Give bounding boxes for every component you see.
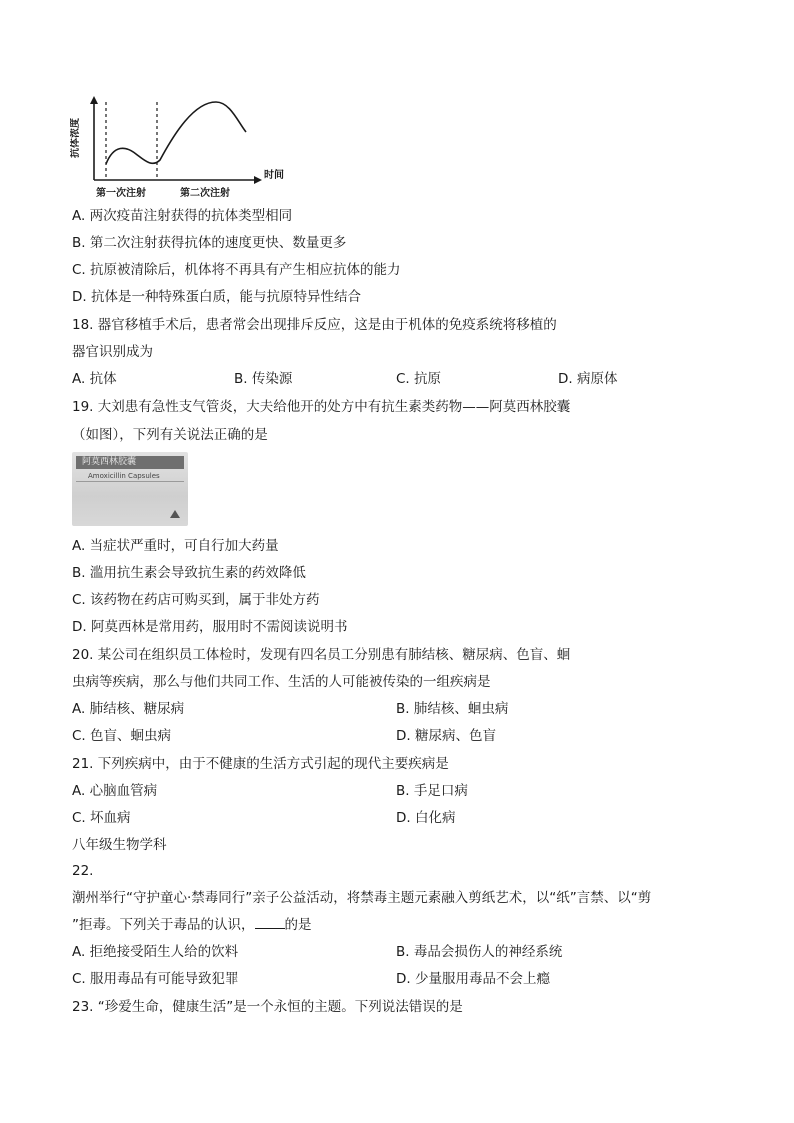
q22-stem-line2-a: ”拒毒。下列关于毒品的认识， (72, 917, 255, 933)
q17-option-a: A. 两次疫苗注射获得的抗体类型相同 (72, 208, 293, 224)
q19-option-d: D. 阿莫西林是常用药，服用时不需阅读说明书 (72, 619, 348, 635)
q17-option-c: C. 抗原被清除后，机体将不再具有产生相应抗体的能力 (72, 262, 401, 278)
q22-number: 22. (72, 863, 94, 879)
y-axis-label: 抗体浓度 (70, 118, 81, 158)
second-injection-label: 第二次注射 (180, 188, 230, 199)
q18-stem-line2: 器官识别成为 (72, 344, 153, 360)
x-axis-arrow (254, 176, 262, 184)
section-label: 八年级生物学科 (72, 837, 167, 853)
q18-option-a: A. 抗体 (72, 371, 117, 387)
q19-option-c: C. 该药物在药店可购买到，属于非处方药 (72, 592, 320, 608)
q18-option-c: C. 抗原 (396, 371, 442, 387)
q21-option-a: A. 心脑血管病 (72, 783, 158, 799)
answer-blank (255, 916, 285, 929)
q21-option-d: D. 白化病 (396, 810, 456, 826)
brand-logo-icon (170, 510, 180, 518)
q22-stem-line1: 潮州举行“守护童心·禁毒同行”亲子公益活动，将禁毒主题元素融入剪纸艺术，以“纸”言禁、以“剪 (72, 890, 652, 906)
q20-option-b: B. 肺结核、蛔虫病 (396, 701, 509, 717)
q22-option-d: D. 少量服用毒品不会上瘾 (396, 971, 550, 987)
q20-option-d: D. 糖尿病、色盲 (396, 728, 496, 744)
antibody-curve-figure (70, 94, 290, 204)
q17-option-b: B. 第二次注射获得抗体的速度更快、数量更多 (72, 235, 347, 251)
q20-option-a: A. 肺结核、糖尿病 (72, 701, 185, 717)
q21-stem: 21. 下列疾病中，由于不健康的生活方式引起的现代主要疾病是 (72, 756, 449, 772)
q22-stem-line2-b: 的是 (284, 917, 312, 933)
q18-option-d: D. 病原体 (558, 371, 618, 387)
first-injection-label: 第一次注射 (96, 188, 146, 199)
q20-stem-line1: 20. 某公司在组织员工体检时，发现有四名员工分别患有肺结核、糖尿病、色盲、蛔 (72, 647, 571, 663)
q21-option-c: C. 坏血病 (72, 810, 131, 826)
q19-stem-line2: （如图），下列有关说法正确的是 (72, 427, 268, 443)
q20-option-c: C. 色盲、蛔虫病 (72, 728, 172, 744)
q23-stem: 23. “珍爱生命，健康生活”是一个永恒的主题。下列说法错误的是 (72, 999, 463, 1015)
package-en-label: Amoxicillin Capsules (88, 472, 160, 480)
q18-stem-line1: 18. 器官移植手术后，患者常会出现排斥反应，这是由于机体的免疫系统将移植的 (72, 317, 557, 333)
q22-option-a: A. 拒绝接受陌生人给的饮料 (72, 944, 239, 960)
q19-option-b: B. 滥用抗生素会导致抗生素的药效降低 (72, 565, 306, 581)
amoxicillin-package-image (72, 452, 188, 526)
q18-option-b: B. 传染源 (234, 371, 293, 387)
q22-option-c: C. 服用毒品有可能导致犯罪 (72, 971, 239, 987)
x-axis-label: 时间 (264, 170, 284, 181)
q19-stem-line1: 19. 大刘患有急性支气管炎，大夫给他开的处方中有抗生素类药物——阿莫西林胶囊 (72, 399, 571, 415)
package-sub (76, 471, 184, 482)
q22-stem-line2 (72, 916, 312, 934)
package-cn-label: 阿莫西林胶囊 (82, 457, 137, 467)
package-band (76, 456, 184, 469)
q22-option-b: B. 毒品会损伤人的神经系统 (396, 944, 563, 960)
y-axis-arrow (90, 96, 98, 104)
q21-option-b: B. 手足口病 (396, 783, 468, 799)
q20-stem-line2: 虫病等疾病，那么与他们共同工作、生活的人可能被传染的一组疾病是 (72, 674, 491, 690)
antibody-curve (106, 102, 246, 164)
q17-option-d: D. 抗体是一种特殊蛋白质，能与抗原特异性结合 (72, 289, 361, 305)
q19-option-a: A. 当症状严重时，可自行加大药量 (72, 538, 279, 554)
